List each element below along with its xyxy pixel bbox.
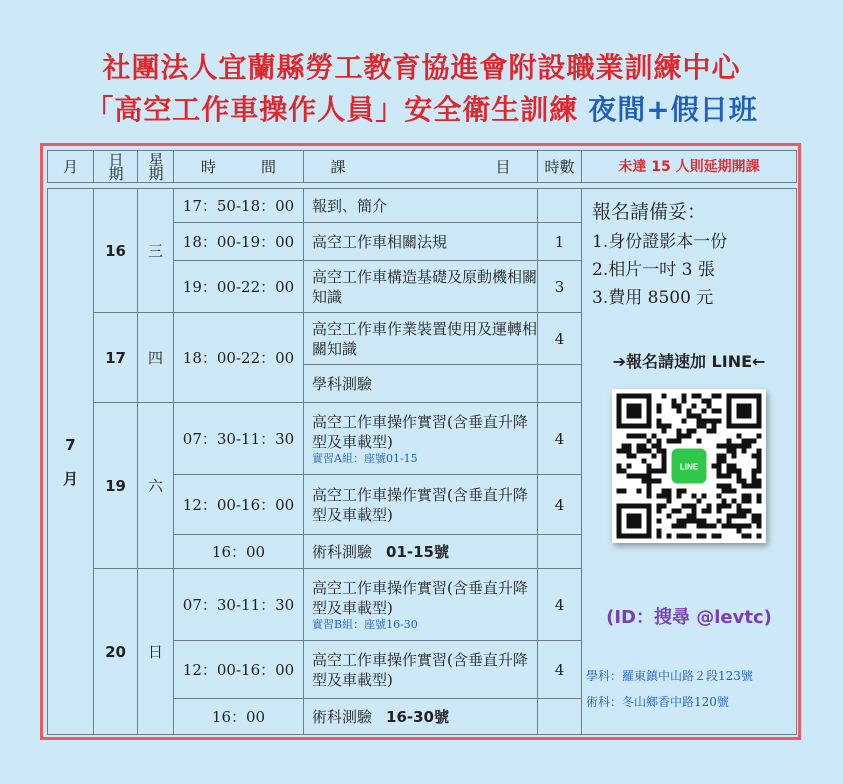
line-id-text: (ID：搜尋 @levtc) — [606, 607, 772, 628]
header-month: 月 — [48, 151, 94, 183]
hours-cell: 3 — [538, 261, 582, 313]
qr-code-icon[interactable] — [612, 389, 766, 543]
header-date — [94, 151, 138, 183]
hours-cell — [538, 365, 582, 403]
month-text: 7月 — [62, 435, 78, 488]
class-type-label: 夜間+假日班 — [588, 93, 758, 126]
date-20: 20 — [94, 569, 138, 735]
header-date-text: 日期 — [108, 150, 124, 183]
course-cell: 高空工作車操作實習(含垂直升降型及車載型) — [304, 641, 538, 699]
weekday-19: 六 — [138, 403, 174, 569]
course-cell: 高空工作車構造基礎及原動機相關知識 — [304, 261, 538, 313]
group-note: 實習B組：座號16-30 — [312, 618, 418, 631]
time-cell: 12：00-16：00 — [174, 641, 304, 699]
time-cell: 07：30-11：30 — [174, 569, 304, 641]
course-cell — [304, 403, 538, 475]
time-cell: 19：00-22：00 — [174, 261, 304, 313]
time-cell: 12：00-16：00 — [174, 475, 304, 535]
course-text: 術科測驗 — [312, 707, 373, 726]
course-text: 術科測驗 — [312, 542, 373, 561]
sidebar-info — [582, 189, 797, 735]
hours-cell: 4 — [538, 313, 582, 365]
date-16: 16 — [94, 189, 138, 313]
bring-item-fee: 3.費用 8500 元 — [592, 288, 714, 308]
course-cell: 學科測驗 — [304, 365, 538, 403]
course-cell — [304, 569, 538, 641]
schedule-table — [47, 150, 797, 735]
course-cell — [304, 535, 538, 569]
table-header-row — [48, 151, 797, 183]
bring-item-id: 1.身份證影本一份 — [592, 232, 728, 252]
time-cell: 07：30-11：30 — [174, 403, 304, 475]
hours-cell: 4 — [538, 475, 582, 535]
hours-cell: 4 — [538, 641, 582, 699]
hours-cell: 1 — [538, 223, 582, 261]
header-time: 時 間 — [174, 151, 304, 183]
course-cell: 高空工作車作業裝置使用及運轉相關知識 — [304, 313, 538, 365]
date-17: 17 — [94, 313, 138, 403]
course-cell: 報到、簡介 — [304, 189, 538, 223]
course-title — [0, 88, 843, 128]
hours-cell: 4 — [538, 569, 582, 641]
time-cell: 18：00-22：00 — [174, 313, 304, 403]
group-note: 實習A組：座號01-15 — [312, 452, 418, 465]
line-call-to-action: ➔報名請速加 LINE← — [612, 352, 766, 371]
bring-title: 報名請備妥： — [592, 201, 707, 223]
header-weekday-text: 星期 — [148, 150, 164, 183]
line-logo-icon: LINE — [679, 462, 699, 472]
schedule-frame — [40, 143, 801, 740]
qr-code-graphic — [612, 389, 766, 543]
weekday-17: 四 — [138, 313, 174, 403]
time-cell: 17：50-18：00 — [174, 189, 304, 223]
date-19: 19 — [94, 403, 138, 569]
address-practical: 術科：冬山鄉香中路120號 — [586, 695, 729, 709]
hours-cell — [538, 699, 582, 735]
hours-cell — [538, 189, 582, 223]
weekday-20: 日 — [138, 569, 174, 735]
hours-cell: 4 — [538, 403, 582, 475]
header-weekday — [138, 151, 174, 183]
course-cell: 高空工作車相關法規 — [304, 223, 538, 261]
time-cell: 16：00 — [174, 699, 304, 735]
address-theory: 學科：羅東鎮中山路２段123號 — [586, 669, 753, 683]
seat-range: 16-30號 — [386, 707, 449, 726]
course-title-main: 「高空工作車操作人員」安全衛生訓練 — [85, 93, 579, 126]
header-hours: 時數 — [538, 151, 582, 183]
course-text: 高空工作車操作實習(含垂直升降型及車載型) — [312, 579, 528, 617]
month-cell — [48, 189, 94, 735]
notice-postpone: 未達 15 人則延期開課 — [582, 151, 797, 183]
header-course: 課 目 — [304, 151, 538, 183]
time-cell: 18：00-19：00 — [174, 223, 304, 261]
course-text: 高空工作車操作實習(含垂直升降型及車載型) — [312, 413, 528, 451]
course-cell — [304, 699, 538, 735]
page-title: 社團法人宜蘭縣勞工教育協進會附設職業訓練中心 — [102, 51, 741, 84]
time-cell: 16：00 — [174, 535, 304, 569]
table-row — [48, 189, 797, 223]
bring-item-photo: 2.相片一吋 3 張 — [592, 260, 715, 280]
hours-cell — [538, 535, 582, 569]
seat-range: 01-15號 — [386, 542, 449, 561]
course-cell: 高空工作車操作實習(含垂直升降型及車載型) — [304, 475, 538, 535]
weekday-16: 三 — [138, 189, 174, 313]
